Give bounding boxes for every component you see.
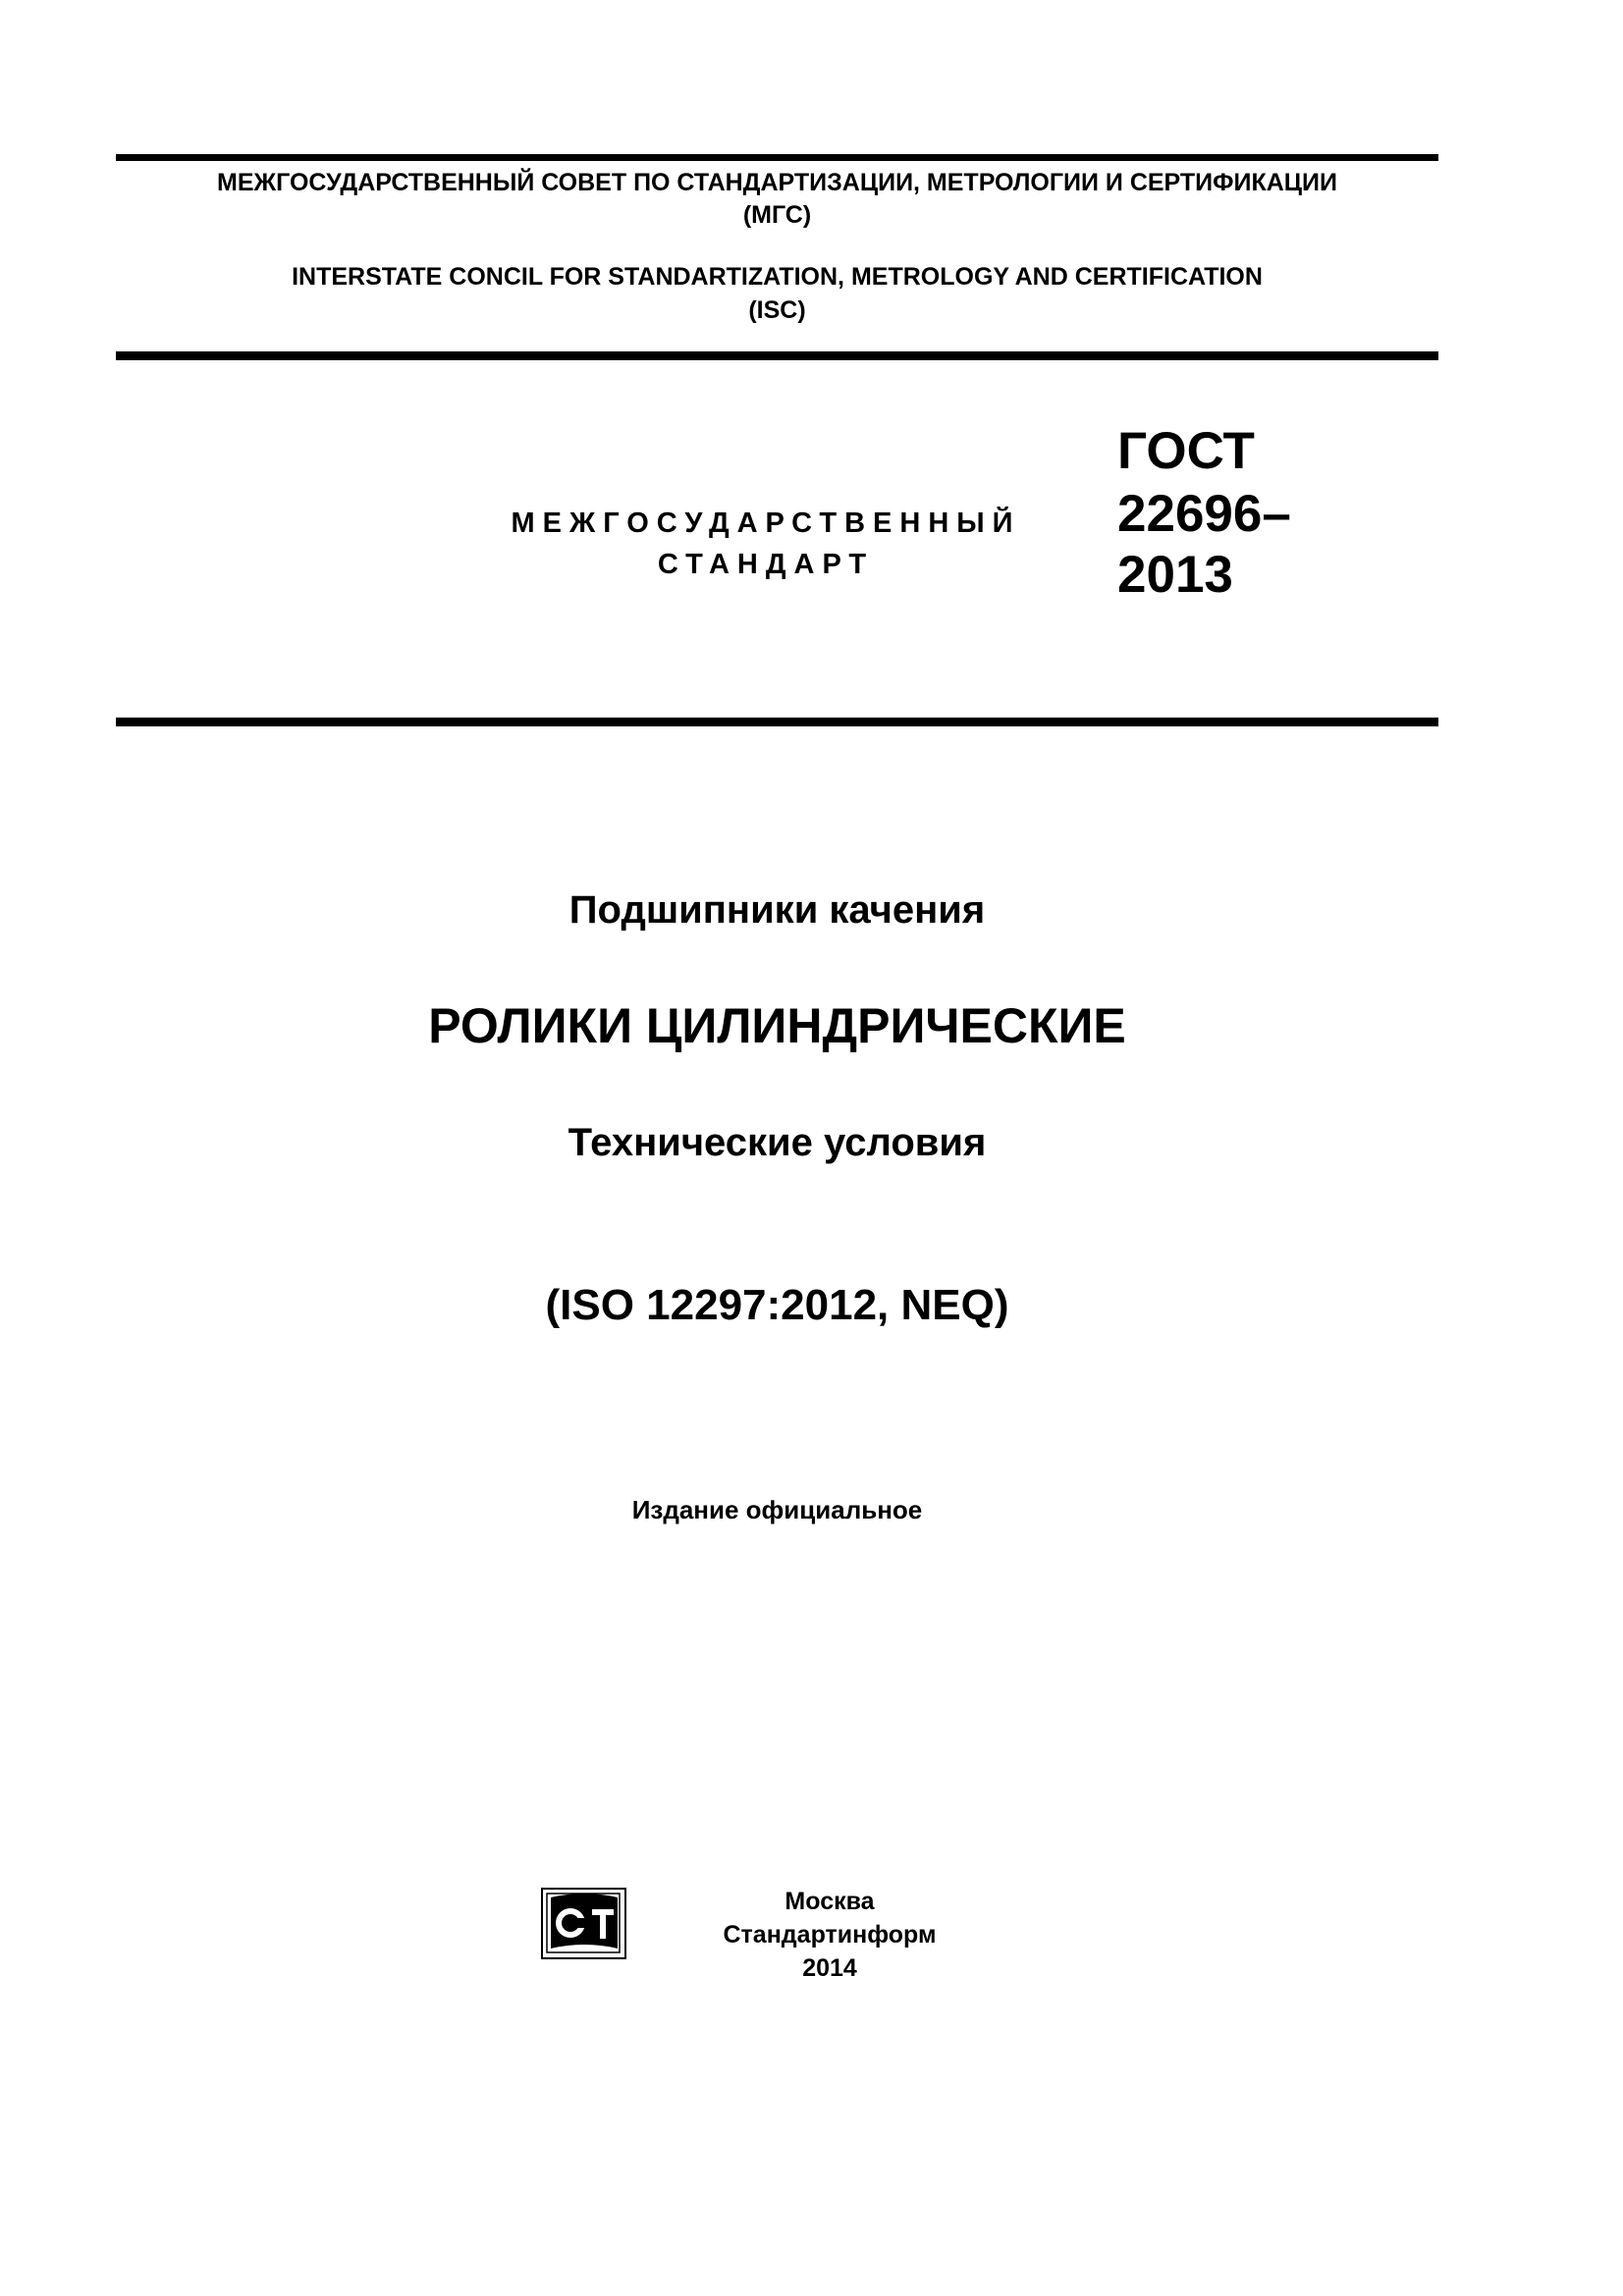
title-main: РОЛИКИ ЦИЛИНДРИЧЕСКИЕ [428, 998, 1126, 1053]
gost-designation [1117, 424, 1291, 603]
standard-type [432, 503, 1100, 585]
designation-bottom-rule [116, 718, 1438, 726]
council-en-abbr: (ISC) [748, 296, 806, 324]
standard-type-line2: СТАНДАРТ [657, 549, 875, 580]
header-bottom-rule [116, 351, 1438, 360]
publisher-block [687, 1885, 972, 1985]
title-reference: (ISO 12297:2012, NEQ) [545, 1281, 1009, 1329]
council-en: INTERSTATE CONCIL FOR STANDARTIZATION, METROLOGY AND CERTIFICATION [292, 263, 1263, 291]
gost-label: ГОСТ [1117, 422, 1255, 480]
standard-type-line1: МЕЖГОСУДАРСТВЕННЫЙ [511, 507, 1021, 539]
title-group: Подшипники качения [568, 888, 986, 932]
title-sub: Технические условия [568, 1121, 987, 1164]
publisher-name: Стандартинформ [723, 1921, 937, 1949]
council-ru-abbr: (МГС) [742, 201, 812, 229]
gost-year: 2013 [1117, 546, 1233, 604]
gost-number: 22696– [1117, 485, 1291, 543]
council-ru: МЕЖГОСУДАРСТВЕННЫЙ СОВЕТ ПО СТАНДАРТИЗАЦИИ, МЕТРОЛОГИИ И СЕРТИФИКАЦИИ [217, 169, 1337, 196]
publisher-city: Москва [784, 1888, 875, 1915]
publisher-year: 2014 [802, 1954, 857, 1982]
edition-note: Издание официальное [631, 1495, 923, 1524]
standartinform-logo-icon [541, 1888, 626, 1959]
top-rule [116, 154, 1438, 161]
